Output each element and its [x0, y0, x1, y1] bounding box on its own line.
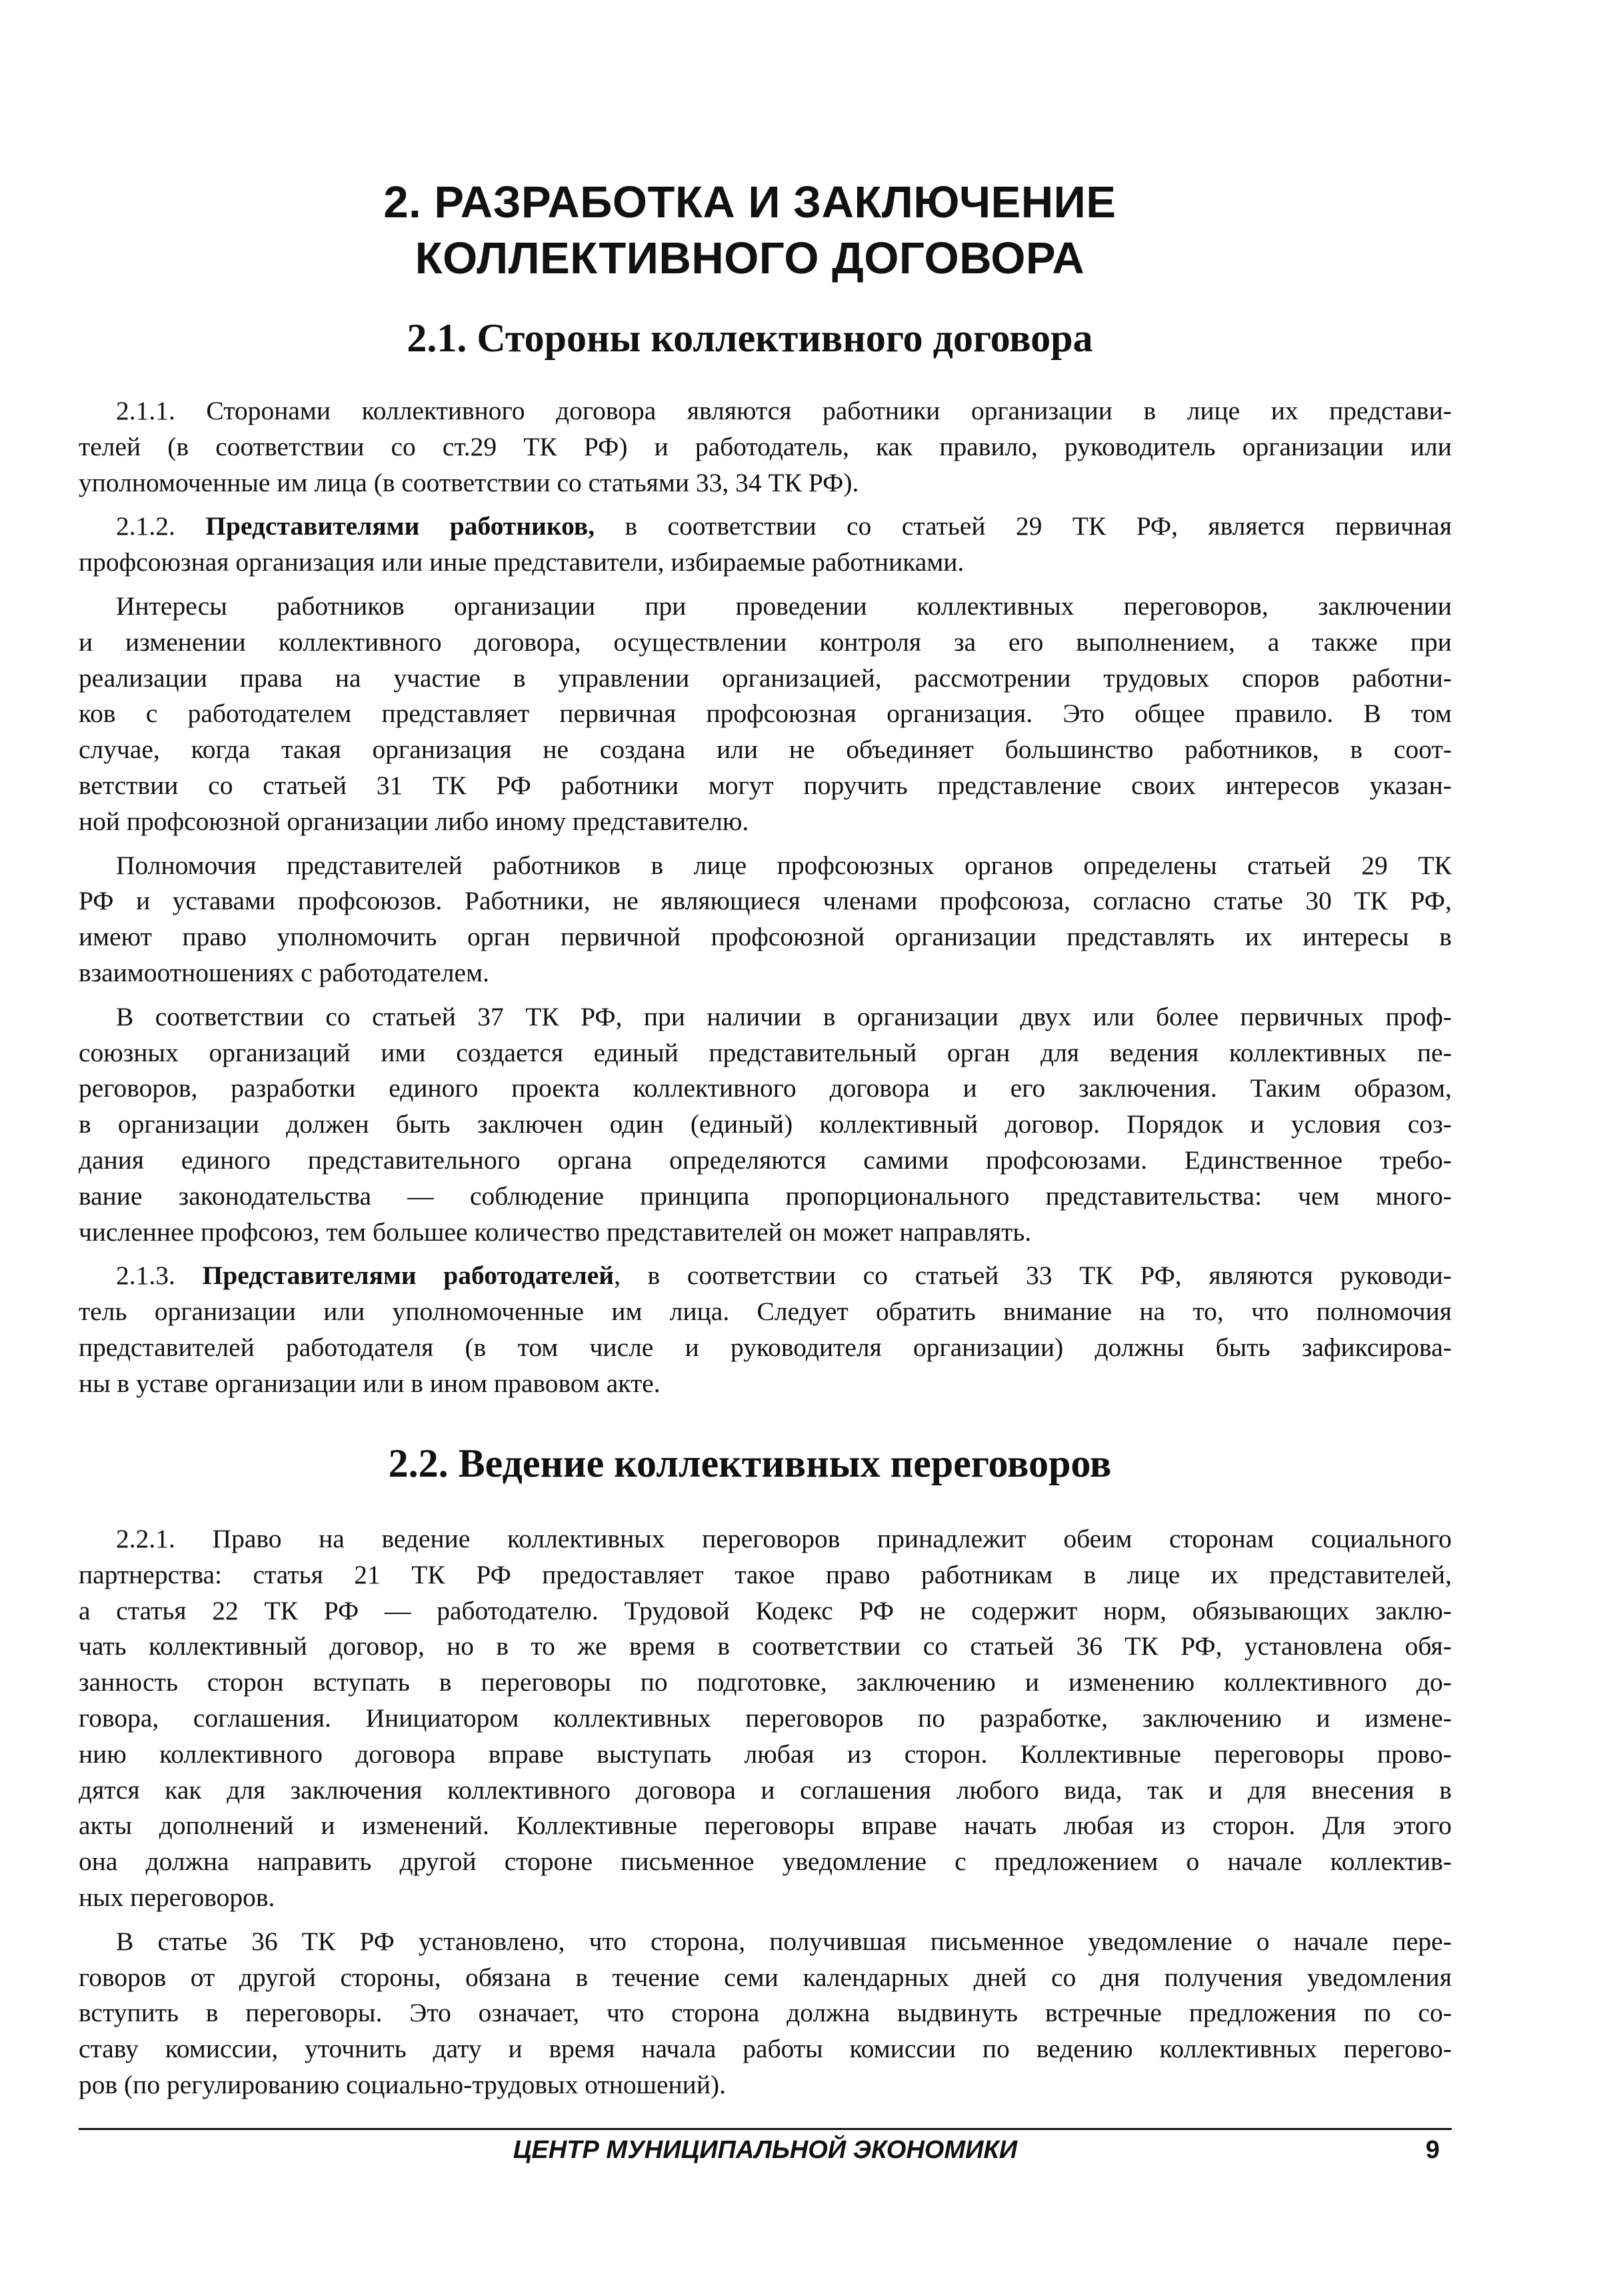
text-line: она должна направить другой стороне письменное уведомление с предложением о начале коллектив-	[79, 1847, 1452, 1877]
text-line: дятся как для заключения коллективного договора и соглашения любого вида, так и для внесения в	[79, 1775, 1452, 1805]
text-line: дания единого представительного органа определяются самими профсоюзами. Единственное требо-	[79, 1145, 1452, 1175]
text-line: телей (в соответствии со ст.29 ТК РФ) и работодатель, как правило, руководитель организации или	[79, 431, 1452, 461]
chapter-title	[160, 175, 1340, 287]
clause-text: , в соответствии со статьей 33 ТК РФ, являются руководи-	[614, 1261, 1452, 1291]
text-line: ных переговоров.	[79, 1882, 275, 1912]
chapter-title-line-1: 2. РАЗРАБОТКА И ЗАКЛЮЧЕНИЕ	[383, 177, 1116, 227]
section-2-1-body	[79, 393, 1452, 1410]
bold-term-employer-representatives: Представителями работодателей	[202, 1261, 615, 1291]
text-line: реализации права на участие в управлении организацией, рассмотрении трудовых споров работни-	[79, 663, 1452, 693]
text-line: говора, соглашения. Инициатором коллективных переговоров по разработке, заключению и измене-	[79, 1703, 1452, 1733]
paragraph-2-1-1	[79, 393, 1452, 501]
text-line: нию коллективного договора вправе выступать любая из сторон. Коллективные переговоры прово-	[79, 1739, 1452, 1769]
section-title-2-2: 2.2. Ведение коллективных переговоров	[388, 1441, 1112, 1485]
chapter-title-line-2: КОЛЛЕКТИВНОГО ДОГОВОРА	[415, 233, 1085, 283]
page-number: 9	[1425, 2136, 1440, 2164]
text-line: ной профсоюзной организации либо иному представителю.	[79, 806, 749, 836]
text-line	[79, 1258, 1452, 1294]
text-line: тель организации или уполномоченные им лица. Следует обратить внимание на то, что полномочия	[79, 1297, 1452, 1327]
text-line: реговоров, разработки единого проекта коллективного договора и его заключения. Таким образом,	[79, 1073, 1452, 1103]
clause-number: 2.1.2.	[116, 511, 175, 541]
text-line: В статье 36 ТК РФ установлено, что сторона, получившая письменное уведомление о начале пере-	[116, 1926, 1452, 1956]
text-line: профсоюзная организация или иные представители, избираемые работниками.	[79, 547, 964, 577]
paragraph-powers	[79, 848, 1452, 991]
footer-divider	[79, 2128, 1452, 2130]
text-line: имеют право уполномочить орган первичной профсоюзной организации представлять их интересы в	[79, 922, 1452, 952]
text-line: РФ и уставами профсоюзов. Работники, не являющиеся членами профсоюза, согласно статье 30 ТК РФ,	[79, 886, 1452, 916]
paragraph-article-37	[79, 999, 1452, 1251]
text-line: акты дополнений и изменений. Коллективные переговоры вправе начать любая из сторон. Для этого	[79, 1811, 1452, 1841]
text-line: представителей работодателя (в том числе и руководителя организации) должны быть зафиксирова-	[79, 1332, 1452, 1362]
text-line: 2.1.1. Сторонами коллективного договора являются работники организации в лице их представи-	[116, 396, 1452, 425]
text-line: 2.2.1. Право на ведение коллективных переговоров принадлежит обеим сторонам социального	[116, 1524, 1452, 1553]
paragraph-2-1-3	[79, 1258, 1452, 1401]
text-line: союзных организаций ими создается единый представительный орган для ведения коллективных пе-	[79, 1037, 1452, 1067]
text-line: вступить в переговоры. Это означает, что сторона должна выдвинуть встречные предложения по со-	[79, 1998, 1452, 2028]
paragraph-2-1-2	[79, 509, 1452, 581]
text-line: а статья 22 ТК РФ — работодателю. Трудовой Кодекс РФ не содержит норм, обязывающих заклю-	[79, 1595, 1452, 1625]
text-line: Интересы работников организации при проведении коллективных переговоров, заключении	[116, 591, 1452, 621]
text-line: чать коллективный договор, но в то же время в соответствии со статьей 36 ТК РФ, установлена обя-	[79, 1631, 1452, 1661]
clause-text: в соответствии со статьей 29 ТК РФ, является первичная	[625, 511, 1452, 541]
paragraph-article-36	[79, 1924, 1452, 2103]
paragraph-2-2-1	[79, 1521, 1452, 1916]
text-line: и изменении коллективного договора, осуществлении контроля за его выполнением, а также при	[79, 627, 1452, 657]
text-line: ветствии со статьей 31 ТК РФ работники могут поручить представление своих интересов указан-	[79, 770, 1452, 800]
text-line: Полномочия представителей работников в лице профсоюзных органов определены статьей 29 ТК	[116, 850, 1452, 880]
text-line: в организации должен быть заключен один (единый) коллективный договор. Порядок и условия соз-	[79, 1109, 1452, 1139]
text-line: вание законодательства — соблюдение принципа пропорционального представительства: чем много-	[79, 1181, 1452, 1211]
text-line: говоров от другой стороны, обязана в течение семи календарных дней со дня получения уведомления	[79, 1962, 1452, 1992]
text-line: ров (по регулированию социально-трудовых отношений).	[79, 2069, 726, 2099]
footer-publisher: ЦЕНТР МУНИЦИПАЛЬНОЙ ЭКОНОМИКИ	[513, 2136, 1018, 2164]
paragraph-interests	[79, 589, 1452, 840]
bold-term-employee-representatives: Представителями работников,	[205, 511, 595, 541]
section-title-2-1: 2.1. Стороны коллективного договора	[407, 316, 1093, 360]
text-line: занность сторон вступать в переговоры по подготовке, заключению и изменению коллективного до-	[79, 1667, 1452, 1697]
text-line: партнерства: статья 21 ТК РФ предоставляет такое право работникам в лице их представителей,	[79, 1559, 1452, 1589]
text-line: случае, когда такая организация не создана или не объединяет большинство работников, в соот-	[79, 735, 1452, 765]
text-line: численнее профсоюз, тем большее количество представителей он может направлять.	[79, 1217, 1032, 1247]
text-line: взаимоотношениях с работодателем.	[79, 957, 489, 987]
text-line: В соответствии со статьей 37 ТК РФ, при наличии в организации двух или более первичных проф-	[116, 1001, 1452, 1031]
text-line: уполномоченные им лица (в соответствии со статьями 33, 34 ТК РФ).	[79, 467, 859, 497]
text-line: ны в уставе организации или в ином правовом акте.	[79, 1368, 661, 1398]
section-2-2-body	[79, 1521, 1452, 2111]
text-line: ков с работодателем представляет первичная профсоюзная организация. Это общее правило. В том	[79, 699, 1452, 729]
clause-number: 2.1.3.	[116, 1261, 175, 1291]
text-line: ставу комиссии, уточнить дату и время начала работы комиссии по ведению коллективных перегово-	[79, 2034, 1452, 2064]
text-line	[79, 509, 1452, 545]
